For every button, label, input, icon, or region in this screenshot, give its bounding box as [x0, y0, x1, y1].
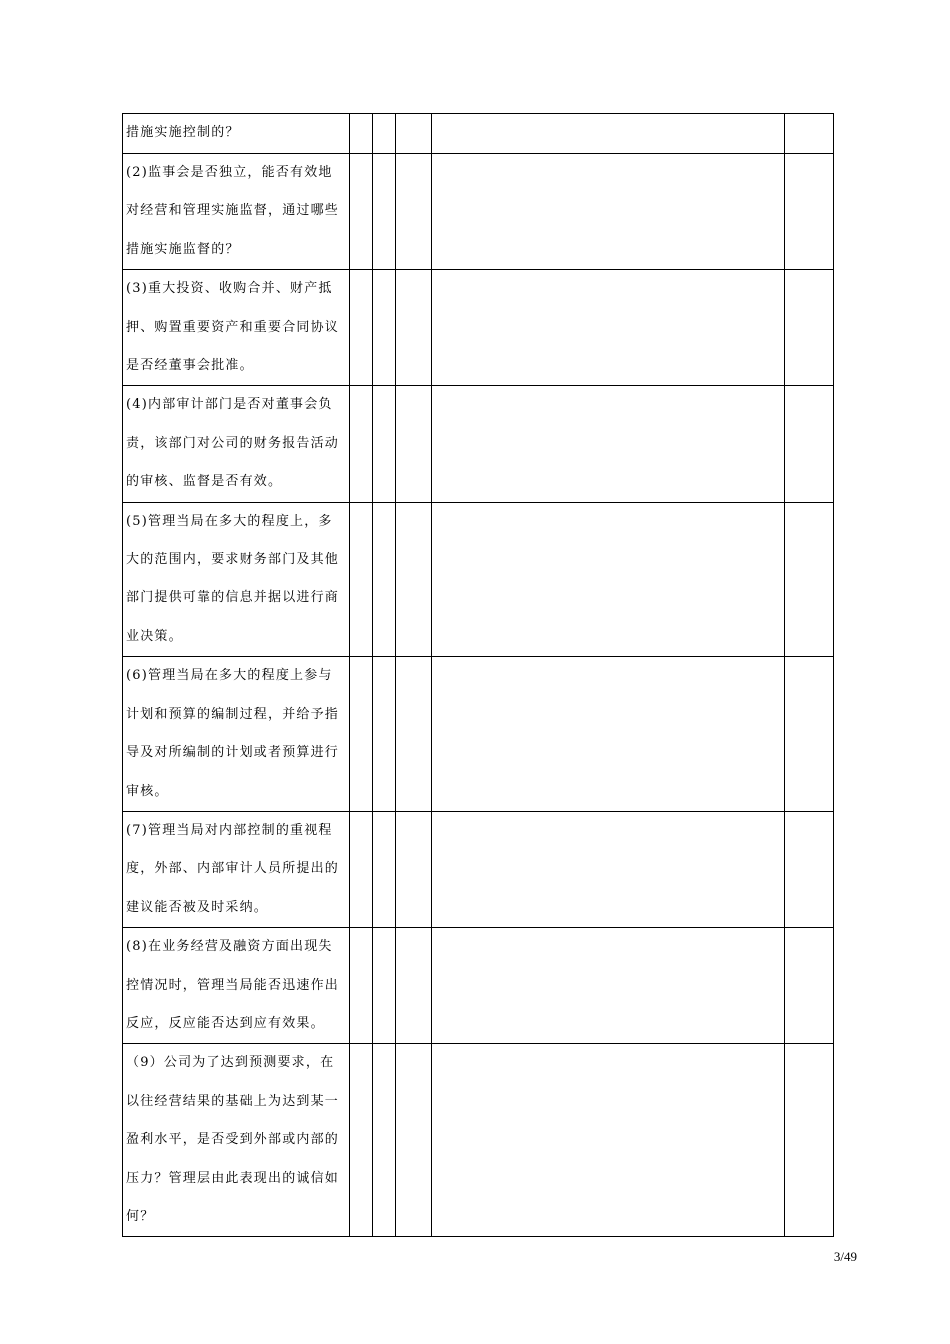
- reference-cell: [785, 114, 834, 154]
- check-cell-no: [373, 928, 396, 1044]
- check-cell-na: [396, 154, 432, 270]
- reference-cell: [785, 154, 834, 270]
- table-row: [123, 1044, 834, 1237]
- reference-cell: [785, 928, 834, 1044]
- check-cell-na: [396, 657, 432, 812]
- check-cell-na: [396, 502, 432, 657]
- table-row: [123, 114, 834, 154]
- table-row: [123, 928, 834, 1044]
- check-cell-na: [396, 811, 432, 927]
- question-cell: (6)管理当局在多大的程度上参与计划和预算的编制过程，并给予指导及对所编制的计划或者预算进行审核。: [123, 657, 350, 812]
- check-cell-no: [373, 386, 396, 502]
- check-cell-no: [373, 154, 396, 270]
- check-cell-yes: [350, 928, 373, 1044]
- check-cell-no: [373, 114, 396, 154]
- check-cell-yes: [350, 502, 373, 657]
- reference-cell: [785, 1044, 834, 1237]
- table-row: [123, 657, 834, 812]
- check-cell-yes: [350, 114, 373, 154]
- check-cell-no: [373, 270, 396, 386]
- check-cell-yes: [350, 811, 373, 927]
- question-cell: (2)监事会是否独立，能否有效地对经营和管理实施监督，通过哪些措施实施监督的？: [123, 154, 350, 270]
- check-cell-na: [396, 270, 432, 386]
- question-cell: (3)重大投资、收购合并、财产抵押、购置重要资产和重要合同协议是否经董事会批准。: [123, 270, 350, 386]
- notes-cell: [432, 502, 785, 657]
- question-cell: (7)管理当局对内部控制的重视程度，外部、内部审计人员所提出的建议能否被及时采纳。: [123, 811, 350, 927]
- page-number: 3/49: [833, 1249, 857, 1264]
- control-checklist-table: [122, 113, 834, 1237]
- question-cell: (4)内部审计部门是否对董事会负责，该部门对公司的财务报告活动的审核、监督是否有效。: [123, 386, 350, 502]
- notes-cell: [432, 657, 785, 812]
- reference-cell: [785, 657, 834, 812]
- check-cell-yes: [350, 386, 373, 502]
- question-cell: (8)在业务经营及融资方面出现失控情况时，管理当局能否迅速作出反应，反应能否达到应有效果。: [123, 928, 350, 1044]
- reference-cell: [785, 811, 834, 927]
- notes-cell: [432, 154, 785, 270]
- table-row: [123, 154, 834, 270]
- question-cell: (5)管理当局在多大的程度上，多大的范围内，要求财务部门及其他部门提供可靠的信息并据以进行商业决策。: [123, 502, 350, 657]
- check-cell-na: [396, 1044, 432, 1237]
- check-cell-no: [373, 502, 396, 657]
- check-cell-na: [396, 928, 432, 1044]
- table-row: [123, 811, 834, 927]
- check-cell-no: [373, 811, 396, 927]
- check-cell-no: [373, 1044, 396, 1237]
- notes-cell: [432, 114, 785, 154]
- reference-cell: [785, 270, 834, 386]
- table-row: [123, 386, 834, 502]
- notes-cell: [432, 928, 785, 1044]
- check-cell-yes: [350, 270, 373, 386]
- question-cell: （9）公司为了达到预测要求，在以往经营结果的基础上为达到某一盈利水平，是否受到外部或内部的压力？管理层由此表现出的诚信如何？: [123, 1044, 350, 1237]
- check-cell-yes: [350, 1044, 373, 1237]
- table-row: [123, 270, 834, 386]
- notes-cell: [432, 1044, 785, 1237]
- question-cell: 措施实施控制的？: [123, 114, 350, 154]
- table-row: [123, 502, 834, 657]
- notes-cell: [432, 270, 785, 386]
- reference-cell: [785, 386, 834, 502]
- check-cell-yes: [350, 154, 373, 270]
- notes-cell: [432, 386, 785, 502]
- check-cell-yes: [350, 657, 373, 812]
- check-cell-no: [373, 657, 396, 812]
- check-cell-na: [396, 386, 432, 502]
- reference-cell: [785, 502, 834, 657]
- check-cell-na: [396, 114, 432, 154]
- notes-cell: [432, 811, 785, 927]
